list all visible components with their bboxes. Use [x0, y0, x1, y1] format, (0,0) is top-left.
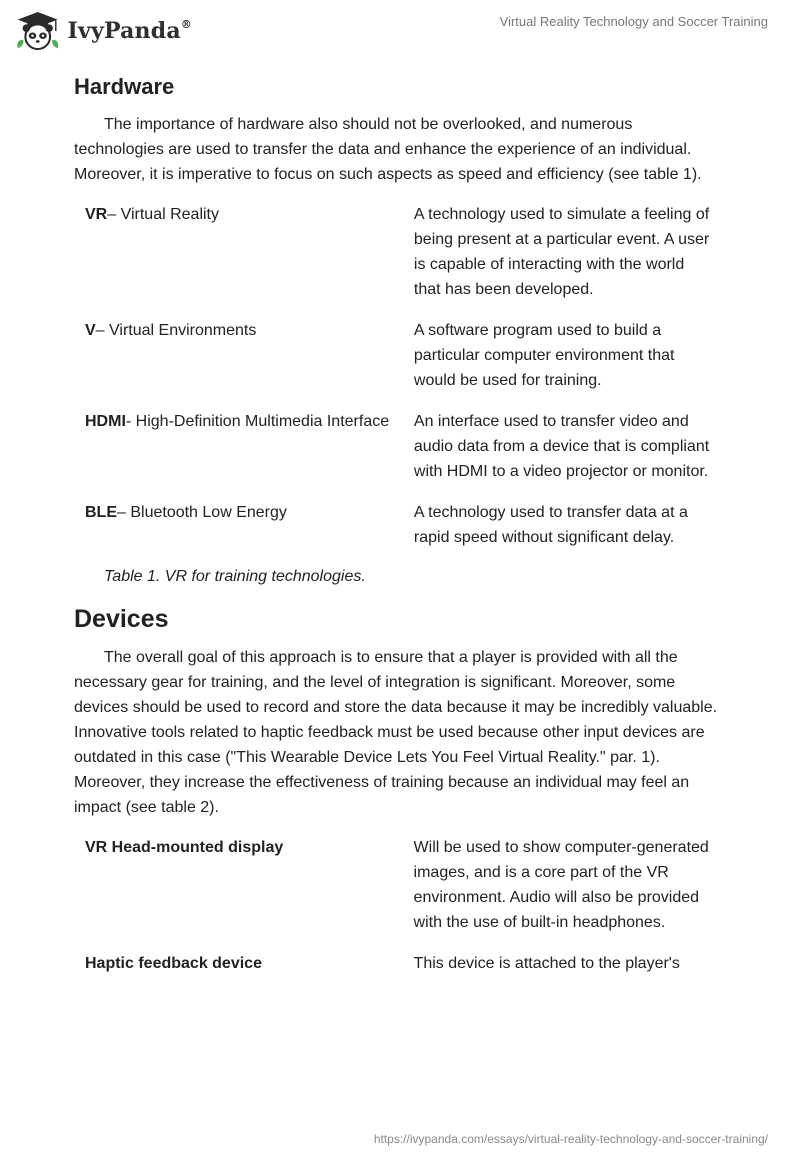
table-desc-cell: This device is attached to the player's	[413, 955, 680, 972]
table-row	[74, 951, 724, 990]
article-content	[74, 72, 724, 990]
table-desc-cell: An interface used to transfer video and audio data from a device that is compliant with HDMI to a video projector or monitor.	[413, 413, 710, 480]
ivypanda-logo[interactable]	[14, 8, 192, 54]
logo-text: IvyPanda®	[67, 17, 192, 44]
table-desc-cell: A technology used to transfer data at a rapid speed without significant delay.	[413, 504, 688, 546]
table-row	[74, 500, 724, 564]
table-row	[74, 835, 724, 951]
footer-url-link[interactable]: https://ivypanda.com/essays/virtual-reality-technology-and-soccer-training/	[373, 1132, 768, 1146]
table-desc-cell: A technology used to simulate a feeling of being present at a particular event. A user is capable of interacting with the world that has been developed.	[413, 206, 710, 298]
table-term-cell: V– Virtual Environments	[85, 322, 257, 339]
table-row	[74, 202, 724, 318]
table-desc-cell: A software program used to build a particular computer environment that would be used for training.	[413, 322, 675, 389]
table-term-cell: Haptic feedback device	[85, 955, 262, 972]
table-row	[74, 318, 724, 409]
hardware-paragraph: The importance of hardware also should not be overlooked, and numerous technologies are used to transfer the data and enhance the experience of an individual. Moreover, it is imperative to focus on such aspects as speed and efficiency (see table 1).	[74, 116, 702, 183]
devices-paragraph: The overall goal of this approach is to ensure that a player is provided with all the necessary gear for training, and the level of integration is significant. Moreover, some devices should be used to record and store the data because it may be incredibly valuable. Innovative tools related to haptic feedback must be used because other input devices are outdated in this case ("This Wearable Device Lets You Feel Virtual Reality." par. 1). Moreover, they increase the effectiveness of training because an individual may feel an impact (see table 2).	[74, 649, 718, 816]
running-title: Virtual Reality Technology and Soccer Training	[499, 14, 768, 29]
heading-devices: Devices	[74, 605, 169, 633]
table-term-cell: VR– Virtual Reality	[85, 206, 219, 223]
table-1-technologies	[74, 202, 724, 564]
table-desc-cell: Will be used to show computer-generated images, and is a core part of the VR environment. Audio will also be provided with the use of built-in headphones.	[413, 839, 709, 931]
table-row	[74, 409, 724, 500]
table-2-devices	[74, 835, 724, 990]
page-header	[0, 0, 800, 60]
panda-logo-icon	[14, 9, 61, 53]
table-term-cell: VR Head-mounted display	[85, 839, 284, 856]
table-1-caption: Table 1. VR for training technologies.	[104, 568, 366, 585]
heading-hardware: Hardware	[74, 74, 175, 99]
table-term-cell: HDMI- High-Definition Multimedia Interface	[85, 413, 390, 430]
table-term-cell: BLE– Bluetooth Low Energy	[85, 504, 287, 521]
